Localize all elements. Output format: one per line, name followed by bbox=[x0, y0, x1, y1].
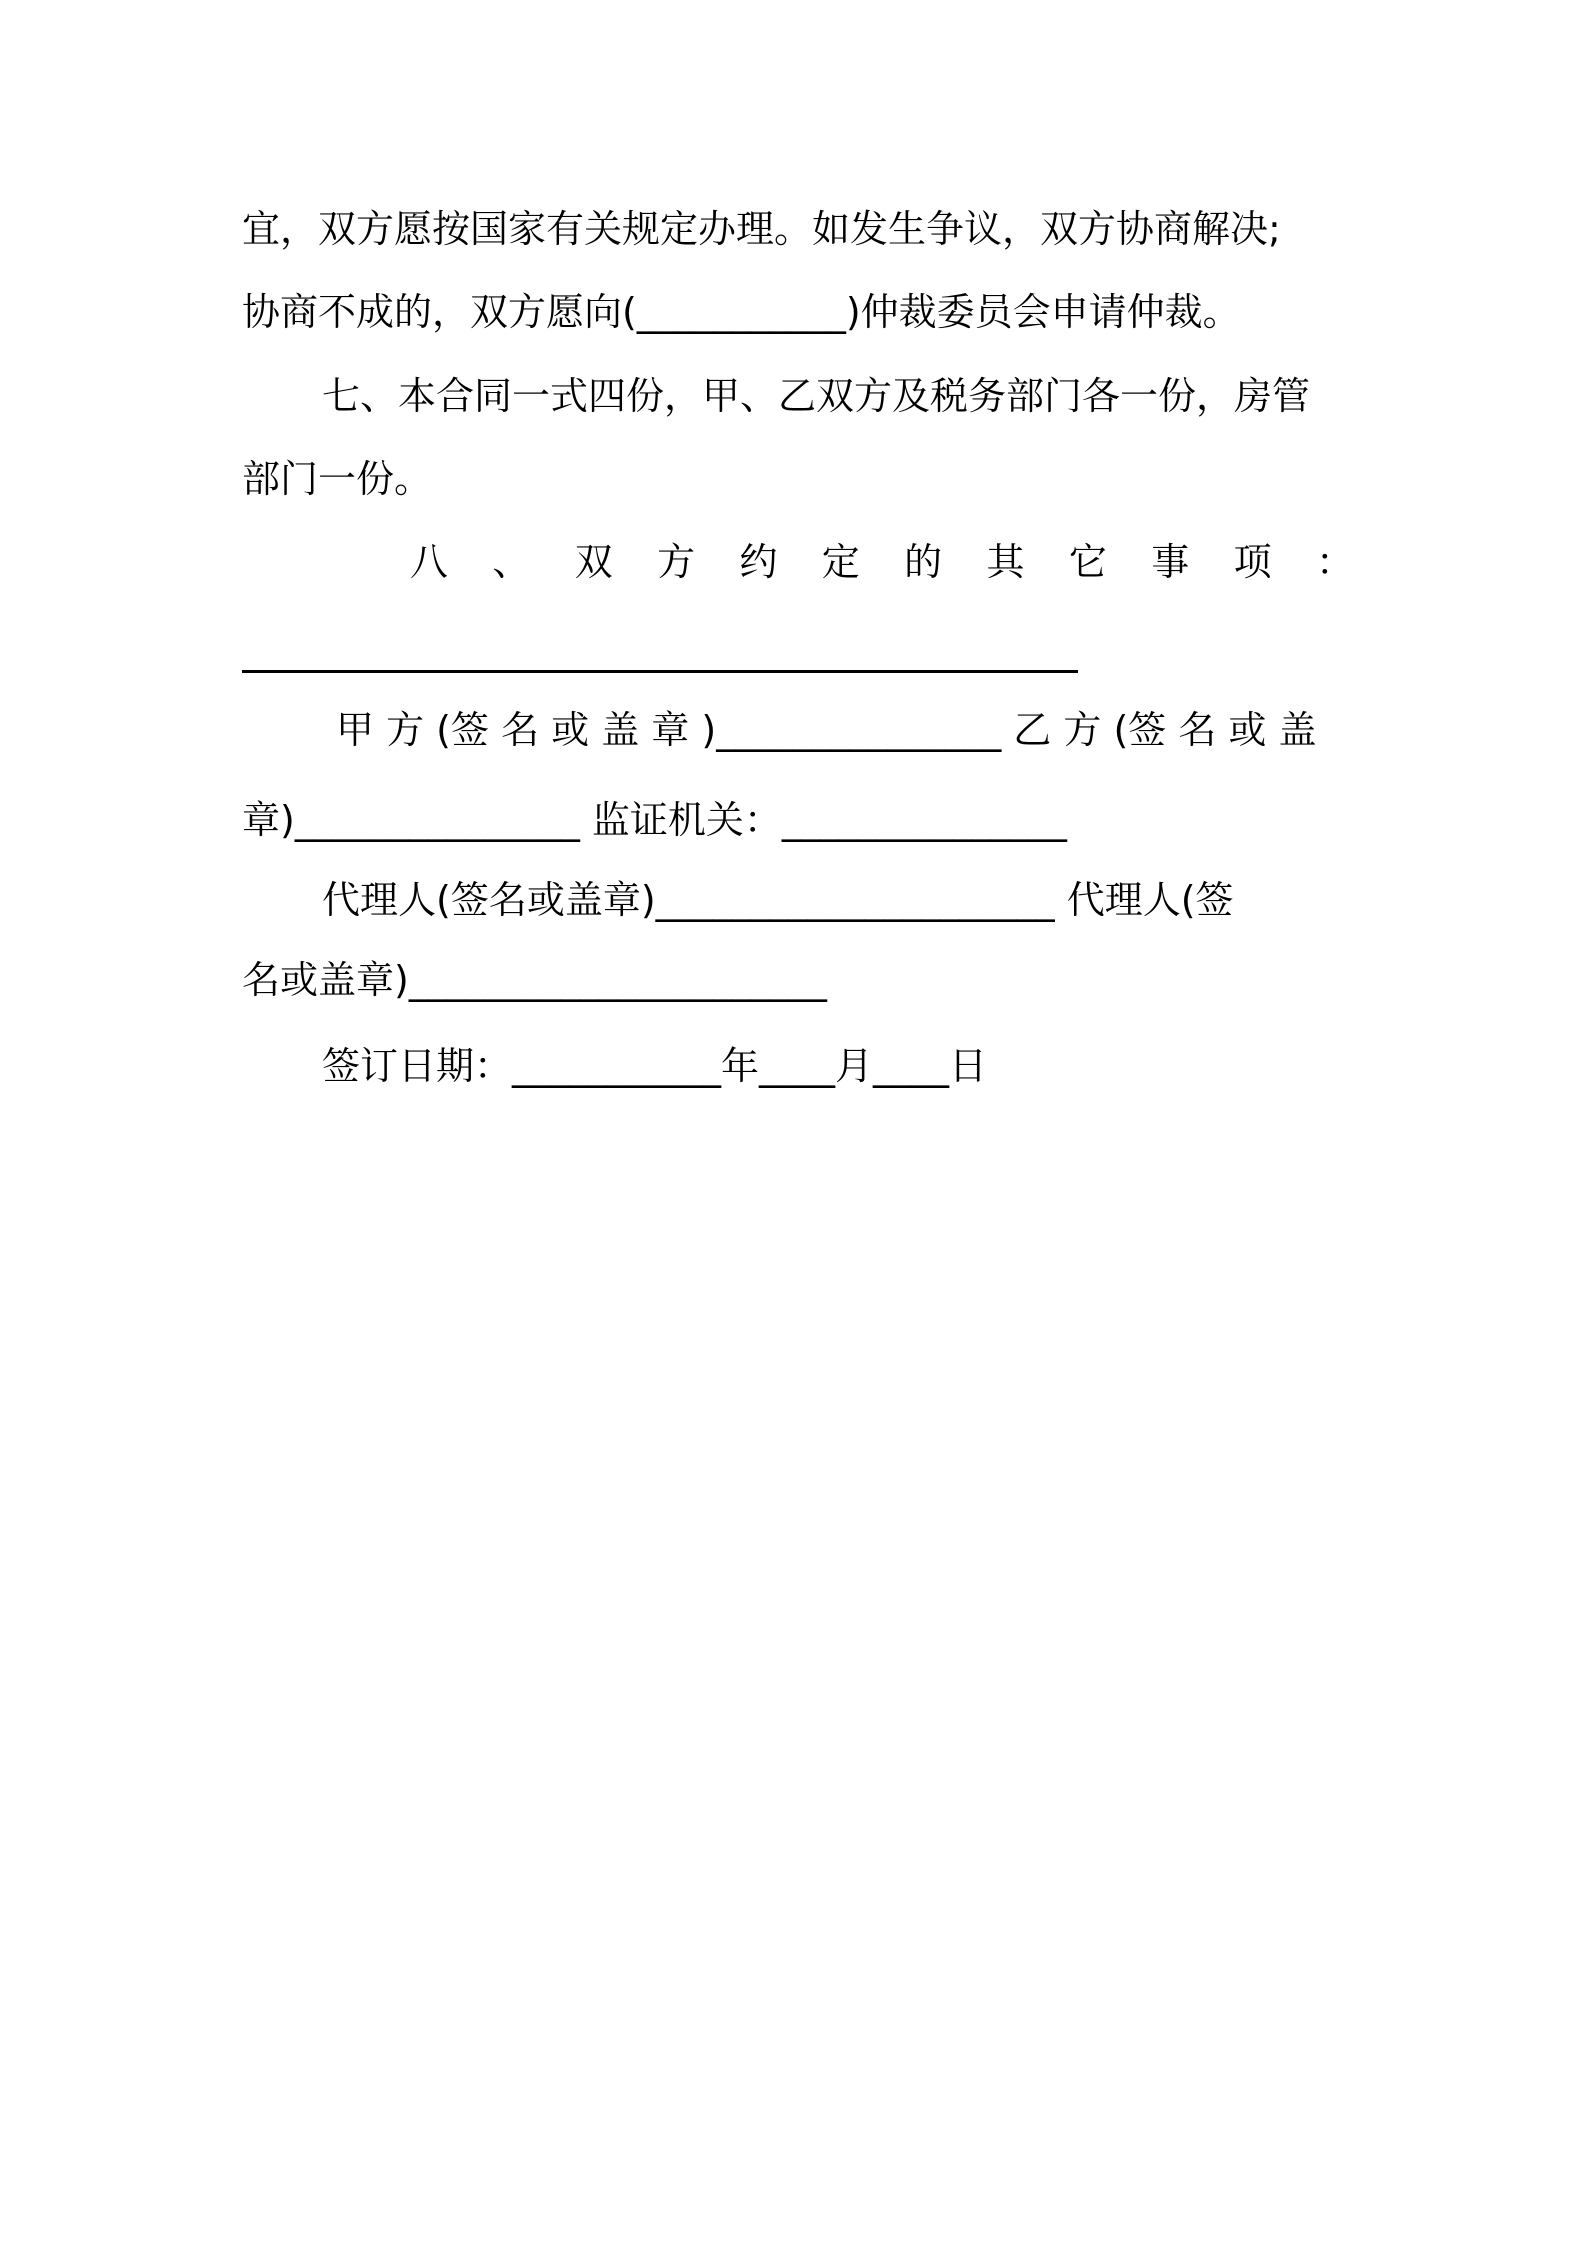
clause-eight-char: 八 bbox=[410, 540, 449, 584]
clause-eight-heading bbox=[410, 538, 1354, 586]
clause-eight-char: ： bbox=[1315, 540, 1354, 584]
clause-eight-char: 其 bbox=[986, 540, 1025, 584]
agent-signature-line-1: 代理人(签名或盖章)_____________________ 代理人(签 bbox=[322, 878, 1234, 922]
clause-eight-char: 约 bbox=[739, 540, 778, 584]
agent-signature-line-2: 名或盖章)______________________ bbox=[242, 958, 827, 1002]
clause-eight-char: 事 bbox=[1151, 540, 1190, 584]
clause-eight-char: 项 bbox=[1233, 540, 1272, 584]
clause-eight-char: 方 bbox=[657, 540, 696, 584]
clause-eight-char: 定 bbox=[821, 540, 860, 584]
party-b-and-supervisor-line: 章)_______________ 监证机关：_______________ bbox=[242, 798, 1067, 842]
signing-date-line: 签订日期：___________年____月____日 bbox=[322, 1044, 988, 1088]
clause-eight-char: 它 bbox=[1068, 540, 1107, 584]
clause-six-continued-line-1: 宜，双方愿按国家有关规定办理。如发生争议，双方协商解决; bbox=[242, 207, 1281, 251]
party-a-signature-line: 甲 方 (签 名 或 盖 章 )_______________ 乙 方 (签 名 或 盖 bbox=[336, 708, 1317, 752]
clause-six-continued-line-2: 协商不成的，双方愿向(___________)仲裁委员会申请仲裁。 bbox=[242, 290, 1241, 334]
clause-eight-char: 、 bbox=[492, 540, 531, 584]
clause-eight-char: 的 bbox=[904, 540, 943, 584]
clause-eight-char: 双 bbox=[574, 540, 613, 584]
clause-seven-line-1: 七、本合同一式四份，甲、乙双方及税务部门各一份，房管 bbox=[322, 374, 1311, 418]
clause-seven-line-2: 部门一份。 bbox=[242, 457, 433, 501]
other-matters-blank-line bbox=[242, 670, 1078, 673]
